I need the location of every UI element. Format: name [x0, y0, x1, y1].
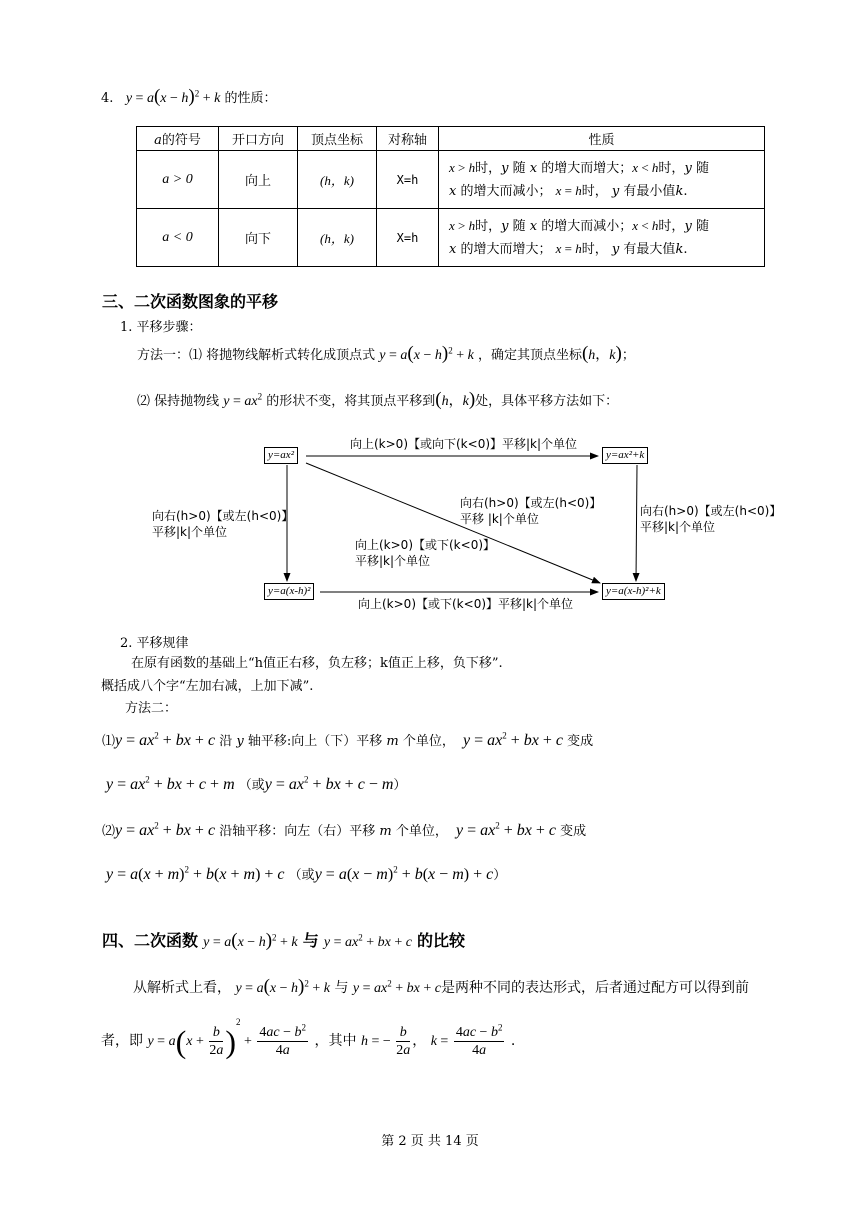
label-left-arrow-2: 平移|k|个单位 — [152, 525, 228, 539]
row-vertex: (h，k) — [298, 209, 377, 267]
label-left-arrow-1: 向右(h>0)【或左(h<0)】 — [152, 509, 294, 523]
page-footer: 第 2 页 共 14 页 — [381, 1134, 479, 1149]
label-middle-2: 平移|k|个单位 — [355, 554, 431, 568]
method2-item1: ⑴y = $ax^2$ + bx + c 沿 y 轴平移:向上（下）平移 m 个单位， $y = ax^2$ + bx + c 变成 — [102, 730, 594, 749]
section4-heading: 4. $y = a(x - h)^2 + k$ 的性质： — [101, 86, 277, 107]
label-right-arrow-1: 向右(h>0)【或左(h<0)】 — [640, 504, 782, 518]
row-axis: X=h — [377, 209, 439, 267]
rule-text: 在原有函数的基础上“h值正右移，负左移；k值正上移，负下移”. — [131, 656, 503, 671]
section4-title: 四、二次函数 $y = a(x - h)^2 + k$ 与 $y = ax^2$ + bx + c 的比较 — [102, 930, 466, 951]
row-condition: a > 0 — [137, 151, 219, 209]
row-opening: 向下 — [219, 209, 298, 267]
header-opening: 开口方向 — [219, 127, 298, 151]
row-axis: X=h — [377, 151, 439, 209]
section4-formula-line: 者，即 y = a(x + $\frac{b}{2a}$ )$^2$ + $\frac{4ac - b^2}{4a}$ ，其中 h = − $\frac{b}{2a}$ ， k = $\frac{4ac - b^2}{4a}$ . — [101, 1017, 516, 1060]
method2-item1-result: $y = ax^2$ + bx + c + m （或$y = ax^2$ + bx + c − m） — [106, 774, 407, 793]
header-vertex: 顶点坐标 — [298, 127, 377, 151]
rule-summary: 概括成八个字“左加右减，上加下减”. — [101, 679, 314, 694]
arrow-right — [636, 465, 637, 581]
label-diagonal-1: 向右(h>0)【或左(h<0)】 — [460, 496, 602, 510]
header-properties: 性质 — [439, 127, 765, 151]
section4-paragraph: 从解析式上看， $y = a(x - h)^2 + k$ 与 $y = ax^2$ + bx + c是两种不同的表达形式，后者通过配方可以得到前 — [133, 976, 749, 997]
label-middle-1: 向上(k>0)【或下(k<0)】 — [355, 538, 496, 552]
box-vertical-shift: y=ax²+k — [602, 447, 648, 464]
row-vertex: (h，k) — [298, 151, 377, 209]
header-a-sign: a的符号 — [137, 127, 219, 151]
row-condition: a < 0 — [137, 209, 219, 267]
label-top-arrow: 向上(k>0)【或向下(k<0)】平移|k|个单位 — [350, 437, 578, 451]
step-title: 1. 平移步骤： — [120, 320, 202, 335]
method2-item2: ⑵y = $ax^2$ + bx + c 沿轴平移：向左（右）平移 m 个单位， $y = ax^2$ + bx + c 变成 — [102, 820, 587, 839]
row-properties: x > h时，y 随 x 的增大而增大；x < h时，y 随 x 的增大而减小； x = h时， y 有最小值k. — [439, 151, 765, 209]
rule-title: 2. 平移规律 — [120, 636, 189, 651]
method1-line2: ⑵ 保持抛物线 $y = ax^2$ 的形状不变，将其顶点平移到(h，k)处，具体平移方法如下： — [137, 389, 619, 410]
arrow-diagonal — [306, 463, 600, 583]
label-bottom-arrow: 向上(k>0)【或下(k<0)】平移|k|个单位 — [358, 597, 574, 611]
label-right-arrow-2: 平移|k|个单位 — [640, 520, 716, 534]
method2-item2-result: $y = a(x + m)^2 + b(x + m) + c$ （或$y = a(x - m)^2 + b(x - m) + c$） — [106, 864, 507, 883]
box-horizontal-shift: y=a(x-h)² — [264, 583, 314, 600]
label-diagonal-2: 平移 |k|个单位 — [460, 512, 539, 526]
row-properties: x > h时，y 随 x 的增大而减小；x < h时，y 随 x 的增大而增大； x = h时， y 有最大值k. — [439, 209, 765, 267]
section3-title: 三、二次函数图象的平移 — [102, 292, 279, 311]
method1-line1: 方法一：⑴ 将抛物线解析式转化成顶点式 $y = a(x - h)^2 + k$ ，确定其顶点坐标(h，k)； — [137, 343, 635, 364]
row-opening: 向上 — [219, 151, 298, 209]
box-basic-parabola: y=ax² — [264, 447, 298, 464]
method2-title: 方法二： — [125, 701, 178, 716]
header-axis: 对称轴 — [377, 127, 439, 151]
box-vertex-form: y=a(x-h)²+k — [602, 583, 665, 600]
